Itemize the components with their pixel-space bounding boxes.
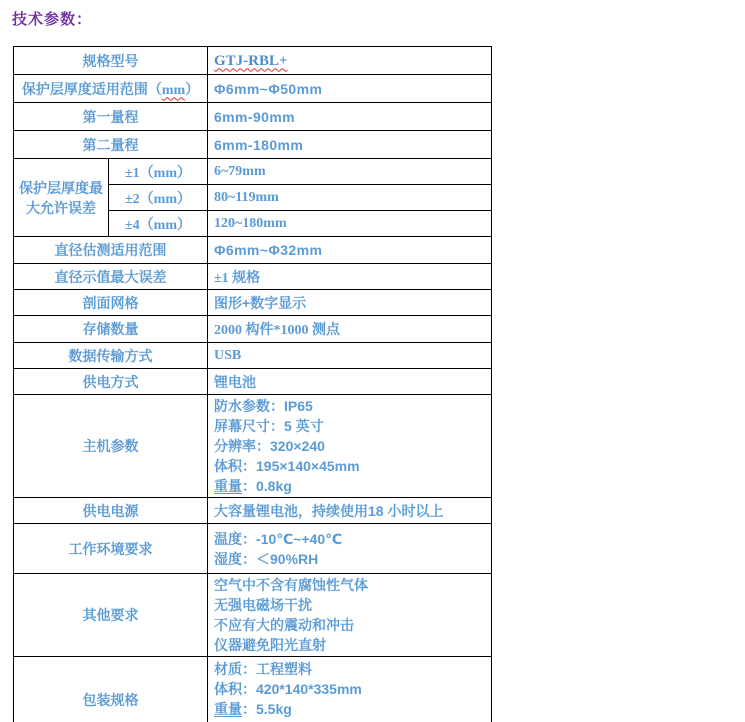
spec-value: 锂电池 <box>208 369 492 395</box>
spec-label-span: 保护层厚度最大允许误差 <box>14 159 109 237</box>
spec-label: 供电方式 <box>14 369 208 395</box>
host-line: 屏幕尺寸：5 英寸 <box>214 418 324 434</box>
error-grade: ±1（mm） <box>109 159 208 185</box>
packing-line: 体积：420*140*335mm <box>214 681 362 697</box>
spec-label: 包装规格 <box>14 657 208 722</box>
env-line: 湿度：＜90%RH <box>214 550 319 567</box>
label-unit: mm <box>161 82 186 98</box>
row-range1 <box>14 103 492 131</box>
row-power-supply <box>14 498 492 524</box>
spec-label: 供电电源 <box>14 498 208 524</box>
spec-label: 工作环境要求 <box>14 524 208 574</box>
host-line: 体积：195×140×45mm <box>214 458 360 474</box>
spec-label: 规格型号 <box>14 47 208 75</box>
weight-term: 重量 <box>214 478 242 494</box>
other-line: 仪器避免阳光直射 <box>214 637 326 653</box>
spec-value <box>208 47 492 75</box>
spec-label: 主机参数 <box>14 395 208 498</box>
row-host-params <box>14 395 492 498</box>
row-packing <box>14 657 492 722</box>
spec-value: 6mm-90mm <box>208 103 492 131</box>
row-cover-range <box>14 75 492 103</box>
spec-label: 第二量程 <box>14 131 208 159</box>
spec-value: USB <box>208 343 492 369</box>
row-section-grid <box>14 290 492 316</box>
env-line: 温度：-10℃~+40℃ <box>214 530 343 547</box>
spec-value: 图形+数字显示 <box>208 290 492 316</box>
row-diameter-error <box>14 264 492 290</box>
specs-table <box>13 46 492 722</box>
other-line: 空气中不含有腐蚀性气体 <box>214 577 368 593</box>
spec-value: 2000 构件*1000 测点 <box>208 316 492 343</box>
spec-value: 6~79mm <box>208 159 492 185</box>
label-text: ） <box>185 80 200 97</box>
spec-label: 其他要求 <box>14 574 208 657</box>
row-range2 <box>14 131 492 159</box>
row-model <box>14 47 492 75</box>
spec-label: 直径估测适用范围 <box>14 237 208 264</box>
row-max-error-1 <box>14 159 492 185</box>
other-line: 不应有大的震动和冲击 <box>214 617 354 633</box>
host-line: 分辨率：320×240 <box>214 438 325 454</box>
spec-value: Φ6mm~Φ32mm <box>208 237 492 264</box>
spec-label: 直径示值最大误差 <box>14 264 208 290</box>
label-text: 保护层厚度适用范围（ <box>21 80 162 97</box>
weight-term: 重量 <box>214 701 242 717</box>
spec-value: 大容量锂电池，持续使用18 小时以上 <box>208 498 492 524</box>
spec-label: 剖面网格 <box>14 290 208 316</box>
host-line: 防水参数：IP65 <box>214 398 313 414</box>
packing-weight-line <box>214 699 487 719</box>
page-title: 技术参数： <box>12 11 93 28</box>
spec-value: Φ6mm~Φ50mm <box>208 75 492 103</box>
spec-label: 存储数量 <box>14 316 208 343</box>
row-transfer <box>14 343 492 369</box>
spec-value: 6mm-180mm <box>208 131 492 159</box>
row-storage <box>14 316 492 343</box>
weight-value: ：0.8kg <box>242 478 292 494</box>
model-number: GTJ-RBL+ <box>214 52 288 69</box>
spec-value-multiline <box>208 657 492 722</box>
other-line: 无强电磁场干扰 <box>214 597 312 613</box>
spec-value: 80~119mm <box>208 185 492 211</box>
spec-value-multiline <box>208 524 492 574</box>
host-weight-line <box>214 476 487 496</box>
row-environment <box>14 524 492 574</box>
weight-value: ：5.5kg <box>242 701 292 717</box>
row-other-requirements <box>14 574 492 657</box>
spec-label: 第一量程 <box>14 103 208 131</box>
error-grade: ±4（mm） <box>109 211 208 237</box>
spec-value-multiline <box>208 574 492 657</box>
packing-line: 材质：工程塑料 <box>214 661 312 677</box>
spec-label: 数据传输方式 <box>14 343 208 369</box>
row-power-mode <box>14 369 492 395</box>
spec-value: ±1 规格 <box>208 264 492 290</box>
error-grade: ±2（mm） <box>109 185 208 211</box>
spec-label <box>14 75 208 103</box>
row-diameter-range <box>14 237 492 264</box>
spec-value-multiline <box>208 395 492 498</box>
spec-value: 120~180mm <box>208 211 492 237</box>
